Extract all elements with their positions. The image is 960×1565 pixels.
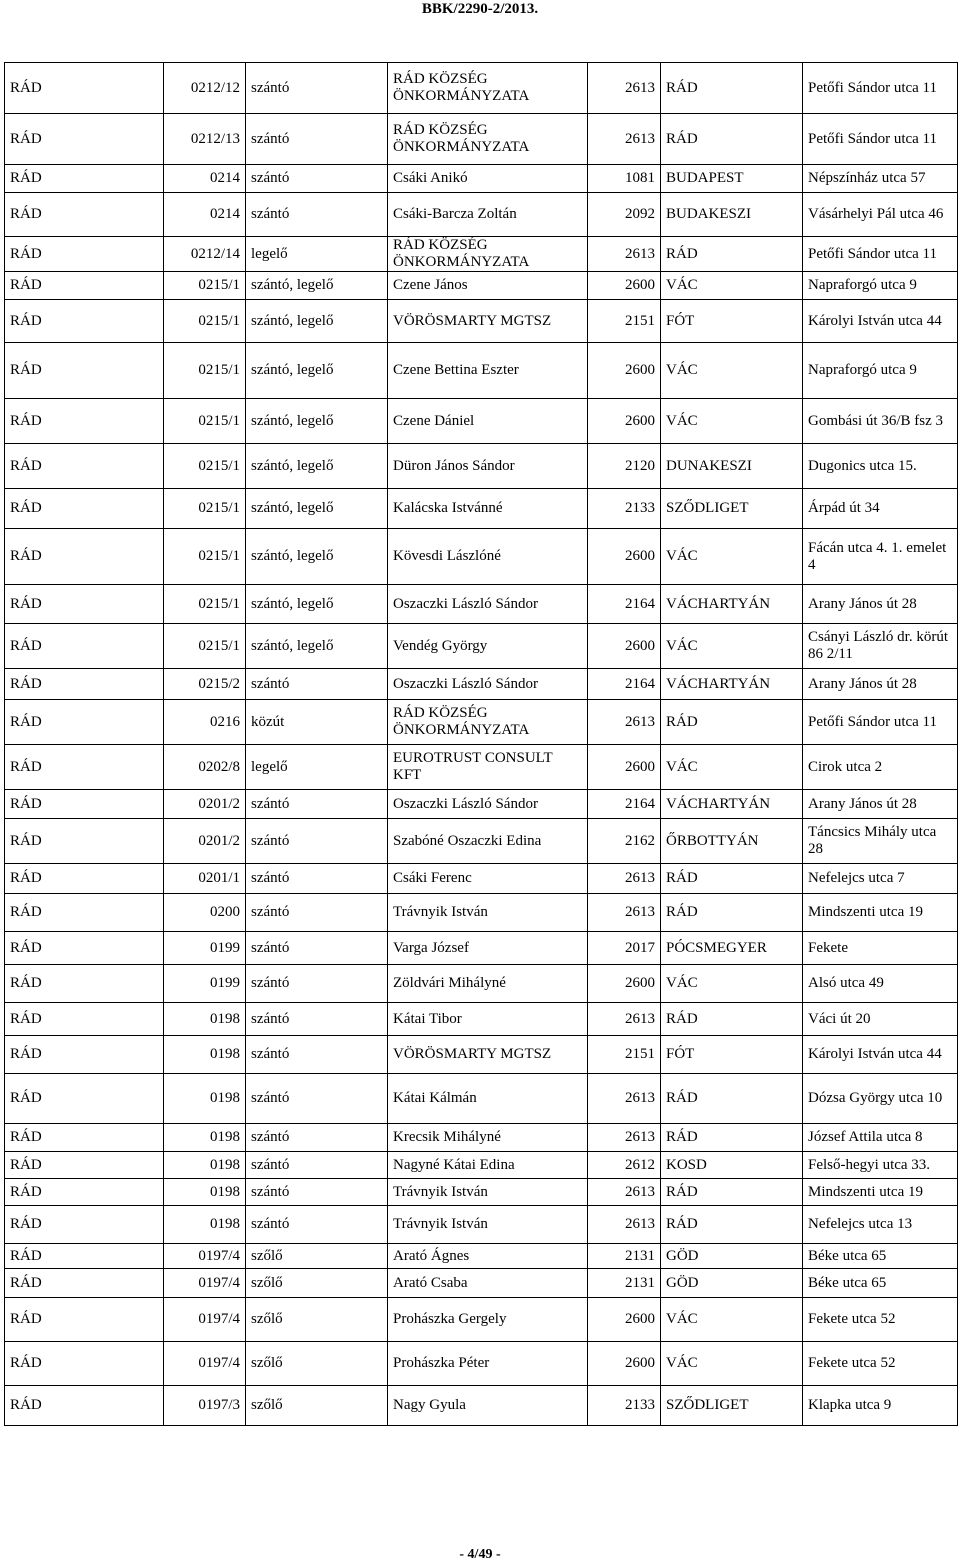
- owner-name-cell: Czene János: [388, 272, 588, 300]
- owner-city-cell: VÁC: [661, 1298, 803, 1342]
- owner-address-cell: Gombási út 36/B fsz 3: [803, 399, 958, 444]
- cultivation-type-cell: szántó: [246, 864, 388, 894]
- settlement-cell: RÁD: [5, 700, 164, 745]
- owner-address-cell: Arany János út 28: [803, 669, 958, 700]
- owner-city-cell: VÁC: [661, 343, 803, 399]
- settlement-cell: RÁD: [5, 965, 164, 1003]
- owner-name-cell: EUROTRUST CONSULT KFT: [388, 745, 588, 790]
- owner-name-cell: Csáki-Barcza Zoltán: [388, 193, 588, 237]
- postal-code-cell: 2131: [588, 1244, 661, 1269]
- owner-address-cell: Vásárhelyi Pál utca 46: [803, 193, 958, 237]
- settlement-cell: RÁD: [5, 237, 164, 272]
- parcel-number-cell: 0215/1: [164, 300, 246, 343]
- postal-code-cell: 2613: [588, 63, 661, 114]
- table-row: [5, 585, 958, 624]
- owner-city-cell: VÁC: [661, 965, 803, 1003]
- cultivation-type-cell: szőlő: [246, 1244, 388, 1269]
- cultivation-type-cell: szőlő: [246, 1342, 388, 1386]
- owner-address-cell: Béke utca 65: [803, 1269, 958, 1298]
- owner-city-cell: GÖD: [661, 1244, 803, 1269]
- cultivation-type-cell: szántó, legelő: [246, 300, 388, 343]
- settlement-cell: RÁD: [5, 489, 164, 529]
- postal-code-cell: 2600: [588, 529, 661, 585]
- table-row: [5, 272, 958, 300]
- cultivation-type-cell: szántó: [246, 1152, 388, 1179]
- postal-code-cell: 1081: [588, 165, 661, 193]
- owner-address-cell: Fekete: [803, 932, 958, 965]
- parcel-number-cell: 0215/1: [164, 585, 246, 624]
- parcel-number-cell: 0197/4: [164, 1244, 246, 1269]
- postal-code-cell: 2600: [588, 343, 661, 399]
- owner-address-cell: Táncsics Mihály utca 28: [803, 819, 958, 864]
- table-row: [5, 1036, 958, 1074]
- cultivation-type-cell: szántó, legelő: [246, 529, 388, 585]
- postal-code-cell: 2613: [588, 700, 661, 745]
- settlement-cell: RÁD: [5, 343, 164, 399]
- owner-name-cell: VÖRÖSMARTY MGTSZ: [388, 300, 588, 343]
- cultivation-type-cell: szántó: [246, 1036, 388, 1074]
- owner-name-cell: Nagyné Kátai Edina: [388, 1152, 588, 1179]
- owner-address-cell: Károlyi István utca 44: [803, 300, 958, 343]
- owner-name-cell: Trávnyik István: [388, 1206, 588, 1244]
- owner-address-cell: Klapka utca 9: [803, 1386, 958, 1426]
- parcel-number-cell: 0197/3: [164, 1386, 246, 1426]
- owner-address-cell: Nefelejcs utca 13: [803, 1206, 958, 1244]
- parcel-number-cell: 0198: [164, 1036, 246, 1074]
- table-row: [5, 1342, 958, 1386]
- settlement-cell: RÁD: [5, 669, 164, 700]
- postal-code-cell: 2164: [588, 669, 661, 700]
- owner-name-cell: Vendég György: [388, 624, 588, 669]
- parcel-number-cell: 0197/4: [164, 1298, 246, 1342]
- owner-address-cell: Fácán utca 4. 1. emelet 4: [803, 529, 958, 585]
- owner-address-cell: Népszínház utca 57: [803, 165, 958, 193]
- settlement-cell: RÁD: [5, 399, 164, 444]
- owner-city-cell: VÁC: [661, 529, 803, 585]
- owner-address-cell: Felső-hegyi utca 33.: [803, 1152, 958, 1179]
- owner-address-cell: Arany János út 28: [803, 585, 958, 624]
- owner-address-cell: Cirok utca 2: [803, 745, 958, 790]
- parcel-number-cell: 0198: [164, 1124, 246, 1152]
- parcel-number-cell: 0198: [164, 1179, 246, 1206]
- postal-code-cell: 2151: [588, 1036, 661, 1074]
- cultivation-type-cell: szántó: [246, 932, 388, 965]
- owner-name-cell: Krecsik Mihályné: [388, 1124, 588, 1152]
- postal-code-cell: 2613: [588, 894, 661, 932]
- settlement-cell: RÁD: [5, 819, 164, 864]
- owner-city-cell: RÁD: [661, 114, 803, 165]
- settlement-cell: RÁD: [5, 1342, 164, 1386]
- postal-code-cell: 2613: [588, 237, 661, 272]
- table-row: [5, 932, 958, 965]
- owner-city-cell: VÁCHARTYÁN: [661, 790, 803, 819]
- settlement-cell: RÁD: [5, 272, 164, 300]
- owner-city-cell: BUDAPEST: [661, 165, 803, 193]
- postal-code-cell: 2164: [588, 585, 661, 624]
- owner-city-cell: RÁD: [661, 1179, 803, 1206]
- parcel-number-cell: 0215/1: [164, 444, 246, 489]
- table-row: [5, 237, 958, 272]
- table-row: [5, 489, 958, 529]
- cultivation-type-cell: szántó, legelő: [246, 489, 388, 529]
- table-row: [5, 1074, 958, 1124]
- settlement-cell: RÁD: [5, 1244, 164, 1269]
- settlement-cell: RÁD: [5, 1036, 164, 1074]
- owner-address-cell: Béke utca 65: [803, 1244, 958, 1269]
- owner-city-cell: VÁC: [661, 399, 803, 444]
- table-row: [5, 965, 958, 1003]
- cultivation-type-cell: szőlő: [246, 1269, 388, 1298]
- owner-city-cell: VÁC: [661, 624, 803, 669]
- owner-name-cell: Csáki Ferenc: [388, 864, 588, 894]
- table-row: [5, 1206, 958, 1244]
- owner-name-cell: Oszaczki László Sándor: [388, 669, 588, 700]
- settlement-cell: RÁD: [5, 193, 164, 237]
- owner-city-cell: FÓT: [661, 1036, 803, 1074]
- cultivation-type-cell: szántó, legelő: [246, 624, 388, 669]
- parcel-number-cell: 0215/1: [164, 272, 246, 300]
- table-row: [5, 165, 958, 193]
- parcel-number-cell: 0212/14: [164, 237, 246, 272]
- settlement-cell: RÁD: [5, 790, 164, 819]
- owner-name-cell: Arató Csaba: [388, 1269, 588, 1298]
- cultivation-type-cell: szántó: [246, 790, 388, 819]
- page-number: - 4/49 -: [459, 1547, 501, 1562]
- postal-code-cell: 2600: [588, 965, 661, 1003]
- settlement-cell: RÁD: [5, 585, 164, 624]
- owner-city-cell: RÁD: [661, 63, 803, 114]
- table-row: [5, 864, 958, 894]
- settlement-cell: RÁD: [5, 894, 164, 932]
- owner-name-cell: Prohászka Gergely: [388, 1298, 588, 1342]
- owner-city-cell: FÓT: [661, 300, 803, 343]
- settlement-cell: RÁD: [5, 1269, 164, 1298]
- parcel-number-cell: 0214: [164, 165, 246, 193]
- table-row: [5, 529, 958, 585]
- owner-city-cell: SZŐDLIGET: [661, 1386, 803, 1426]
- owner-address-cell: Dózsa György utca 10: [803, 1074, 958, 1124]
- owner-address-cell: Károlyi István utca 44: [803, 1036, 958, 1074]
- owner-name-cell: Czene Bettina Eszter: [388, 343, 588, 399]
- parcel-number-cell: 0215/1: [164, 529, 246, 585]
- table-row: [5, 444, 958, 489]
- cultivation-type-cell: szántó: [246, 965, 388, 1003]
- cultivation-type-cell: legelő: [246, 745, 388, 790]
- owner-city-cell: PÓCSMEGYER: [661, 932, 803, 965]
- table-row: [5, 624, 958, 669]
- owner-address-cell: Petőfi Sándor utca 11: [803, 63, 958, 114]
- parcel-number-cell: 0215/1: [164, 343, 246, 399]
- owner-address-cell: Mindszenti utca 19: [803, 894, 958, 932]
- cultivation-type-cell: szántó: [246, 1074, 388, 1124]
- owner-city-cell: ŐRBOTTYÁN: [661, 819, 803, 864]
- settlement-cell: RÁD: [5, 63, 164, 114]
- postal-code-cell: 2092: [588, 193, 661, 237]
- owner-name-cell: Czene Dániel: [388, 399, 588, 444]
- cultivation-type-cell: szőlő: [246, 1386, 388, 1426]
- table-row: [5, 790, 958, 819]
- parcel-number-cell: 0199: [164, 932, 246, 965]
- table-row: [5, 1179, 958, 1206]
- settlement-cell: RÁD: [5, 1386, 164, 1426]
- parcel-number-cell: 0197/4: [164, 1269, 246, 1298]
- settlement-cell: RÁD: [5, 624, 164, 669]
- owner-address-cell: Dugonics utca 15.: [803, 444, 958, 489]
- cultivation-type-cell: szántó: [246, 819, 388, 864]
- owner-city-cell: RÁD: [661, 700, 803, 745]
- owner-city-cell: VÁC: [661, 745, 803, 790]
- owner-address-cell: Fekete utca 52: [803, 1298, 958, 1342]
- cultivation-type-cell: közút: [246, 700, 388, 745]
- postal-code-cell: 2131: [588, 1269, 661, 1298]
- parcel-number-cell: 0214: [164, 193, 246, 237]
- document-id: BBK/2290-2/2013.: [421, 1, 539, 17]
- owner-name-cell: Kövesdi Lászlóné: [388, 529, 588, 585]
- postal-code-cell: 2133: [588, 1386, 661, 1426]
- owner-name-cell: RÁD KÖZSÉG ÖNKORMÁNYZATA: [388, 700, 588, 745]
- settlement-cell: RÁD: [5, 1152, 164, 1179]
- settlement-cell: RÁD: [5, 1206, 164, 1244]
- settlement-cell: RÁD: [5, 1179, 164, 1206]
- owner-address-cell: Alsó utca 49: [803, 965, 958, 1003]
- cultivation-type-cell: szántó, legelő: [246, 272, 388, 300]
- owner-city-cell: RÁD: [661, 1003, 803, 1036]
- parcel-number-cell: 0212/13: [164, 114, 246, 165]
- cultivation-type-cell: szántó: [246, 165, 388, 193]
- settlement-cell: RÁD: [5, 745, 164, 790]
- owner-address-cell: Petőfi Sándor utca 11: [803, 700, 958, 745]
- owner-city-cell: RÁD: [661, 1206, 803, 1244]
- postal-code-cell: 2600: [588, 624, 661, 669]
- cultivation-type-cell: szántó: [246, 669, 388, 700]
- postal-code-cell: 2613: [588, 1124, 661, 1152]
- cultivation-type-cell: szántó, legelő: [246, 399, 388, 444]
- owner-city-cell: RÁD: [661, 894, 803, 932]
- owner-city-cell: RÁD: [661, 864, 803, 894]
- parcel-number-cell: 0216: [164, 700, 246, 745]
- owner-name-cell: Düron János Sándor: [388, 444, 588, 489]
- cultivation-type-cell: szántó: [246, 1179, 388, 1206]
- table-row: [5, 745, 958, 790]
- settlement-cell: RÁD: [5, 1003, 164, 1036]
- owner-city-cell: GÖD: [661, 1269, 803, 1298]
- cultivation-type-cell: szántó: [246, 1124, 388, 1152]
- owner-name-cell: Varga József: [388, 932, 588, 965]
- owner-city-cell: KOSD: [661, 1152, 803, 1179]
- postal-code-cell: 2151: [588, 300, 661, 343]
- table-row: [5, 1124, 958, 1152]
- cultivation-type-cell: szántó: [246, 193, 388, 237]
- table-row: [5, 1298, 958, 1342]
- owner-name-cell: Oszaczki László Sándor: [388, 790, 588, 819]
- postal-code-cell: 2017: [588, 932, 661, 965]
- table-row: [5, 700, 958, 745]
- parcel-number-cell: 0201/2: [164, 790, 246, 819]
- postal-code-cell: 2613: [588, 1179, 661, 1206]
- owner-name-cell: Kalácska Istvánné: [388, 489, 588, 529]
- owner-address-cell: Mindszenti utca 19: [803, 1179, 958, 1206]
- table-row: [5, 1152, 958, 1179]
- postal-code-cell: 2613: [588, 864, 661, 894]
- owner-name-cell: Arató Ágnes: [388, 1244, 588, 1269]
- owner-city-cell: VÁCHARTYÁN: [661, 669, 803, 700]
- owner-name-cell: RÁD KÖZSÉG ÖNKORMÁNYZATA: [388, 63, 588, 114]
- owner-name-cell: Szabóné Oszaczki Edina: [388, 819, 588, 864]
- settlement-cell: RÁD: [5, 864, 164, 894]
- owner-name-cell: Zöldvári Mihályné: [388, 965, 588, 1003]
- owner-city-cell: BUDAKESZI: [661, 193, 803, 237]
- cultivation-type-cell: szántó: [246, 1206, 388, 1244]
- postal-code-cell: 2613: [588, 1206, 661, 1244]
- cultivation-type-cell: szántó: [246, 63, 388, 114]
- settlement-cell: RÁD: [5, 529, 164, 585]
- parcel-number-cell: 0200: [164, 894, 246, 932]
- table-row: [5, 343, 958, 399]
- owner-address-cell: József Attila utca 8: [803, 1124, 958, 1152]
- parcel-number-cell: 0215/1: [164, 489, 246, 529]
- postal-code-cell: 2613: [588, 1074, 661, 1124]
- owner-address-cell: Csányi László dr. körút 86 2/11: [803, 624, 958, 669]
- owner-name-cell: Csáki Anikó: [388, 165, 588, 193]
- owner-city-cell: RÁD: [661, 1124, 803, 1152]
- owner-address-cell: Fekete utca 52: [803, 1342, 958, 1386]
- postal-code-cell: 2600: [588, 399, 661, 444]
- table-row: [5, 894, 958, 932]
- owner-name-cell: Oszaczki László Sándor: [388, 585, 588, 624]
- owner-address-cell: Nefelejcs utca 7: [803, 864, 958, 894]
- owner-name-cell: Trávnyik István: [388, 1179, 588, 1206]
- settlement-cell: RÁD: [5, 1074, 164, 1124]
- table-row: [5, 1386, 958, 1426]
- cultivation-type-cell: szántó: [246, 114, 388, 165]
- owner-city-cell: SZŐDLIGET: [661, 489, 803, 529]
- settlement-cell: RÁD: [5, 300, 164, 343]
- table-row: [5, 300, 958, 343]
- cultivation-type-cell: szántó, legelő: [246, 585, 388, 624]
- owner-address-cell: Napraforgó utca 9: [803, 272, 958, 300]
- owner-address-cell: Petőfi Sándor utca 11: [803, 114, 958, 165]
- postal-code-cell: 2600: [588, 1298, 661, 1342]
- parcel-number-cell: 0198: [164, 1003, 246, 1036]
- owner-name-cell: Trávnyik István: [388, 894, 588, 932]
- postal-code-cell: 2613: [588, 114, 661, 165]
- parcel-number-cell: 0215/1: [164, 624, 246, 669]
- table-row: [5, 399, 958, 444]
- parcel-number-cell: 0198: [164, 1206, 246, 1244]
- owner-name-cell: Kátai Tibor: [388, 1003, 588, 1036]
- owner-name-cell: Nagy Gyula: [388, 1386, 588, 1426]
- cultivation-type-cell: szőlő: [246, 1298, 388, 1342]
- parcel-number-cell: 0199: [164, 965, 246, 1003]
- postal-code-cell: 2120: [588, 444, 661, 489]
- cultivation-type-cell: szántó: [246, 1003, 388, 1036]
- owner-address-cell: Arany János út 28: [803, 790, 958, 819]
- table-row: [5, 819, 958, 864]
- parcel-owner-table: [4, 62, 958, 1426]
- postal-code-cell: 2600: [588, 272, 661, 300]
- settlement-cell: RÁD: [5, 444, 164, 489]
- table-row: [5, 1269, 958, 1298]
- cultivation-type-cell: szántó, legelő: [246, 444, 388, 489]
- owner-name-cell: RÁD KÖZSÉG ÖNKORMÁNYZATA: [388, 114, 588, 165]
- owner-address-cell: Árpád út 34: [803, 489, 958, 529]
- postal-code-cell: 2612: [588, 1152, 661, 1179]
- postal-code-cell: 2600: [588, 1342, 661, 1386]
- owner-city-cell: DUNAKESZI: [661, 444, 803, 489]
- owner-city-cell: RÁD: [661, 1074, 803, 1124]
- owner-city-cell: RÁD: [661, 237, 803, 272]
- settlement-cell: RÁD: [5, 165, 164, 193]
- cultivation-type-cell: szántó, legelő: [246, 343, 388, 399]
- owner-city-cell: VÁC: [661, 272, 803, 300]
- settlement-cell: RÁD: [5, 1124, 164, 1152]
- postal-code-cell: 2162: [588, 819, 661, 864]
- table-row: [5, 114, 958, 165]
- table-row: [5, 63, 958, 114]
- settlement-cell: RÁD: [5, 932, 164, 965]
- owner-city-cell: VÁCHARTYÁN: [661, 585, 803, 624]
- parcel-number-cell: 0212/12: [164, 63, 246, 114]
- parcel-number-cell: 0202/8: [164, 745, 246, 790]
- parcel-number-cell: 0198: [164, 1152, 246, 1179]
- parcel-number-cell: 0215/2: [164, 669, 246, 700]
- owner-name-cell: Kátai Kálmán: [388, 1074, 588, 1124]
- owner-address-cell: Váci út 20: [803, 1003, 958, 1036]
- owner-name-cell: Prohászka Péter: [388, 1342, 588, 1386]
- table-row: [5, 1003, 958, 1036]
- postal-code-cell: 2613: [588, 1003, 661, 1036]
- parcel-number-cell: 0198: [164, 1074, 246, 1124]
- cultivation-type-cell: szántó: [246, 894, 388, 932]
- cultivation-type-cell: legelő: [246, 237, 388, 272]
- postal-code-cell: 2600: [588, 745, 661, 790]
- parcel-number-cell: 0201/1: [164, 864, 246, 894]
- owner-name-cell: RÁD KÖZSÉG ÖNKORMÁNYZATA: [388, 237, 588, 272]
- owner-name-cell: VÖRÖSMARTY MGTSZ: [388, 1036, 588, 1074]
- parcel-number-cell: 0201/2: [164, 819, 246, 864]
- postal-code-cell: 2133: [588, 489, 661, 529]
- owner-city-cell: VÁC: [661, 1342, 803, 1386]
- table-row: [5, 193, 958, 237]
- parcel-number-cell: 0197/4: [164, 1342, 246, 1386]
- parcel-number-cell: 0215/1: [164, 399, 246, 444]
- postal-code-cell: 2164: [588, 790, 661, 819]
- owner-address-cell: Napraforgó utca 9: [803, 343, 958, 399]
- settlement-cell: RÁD: [5, 1298, 164, 1342]
- owner-address-cell: Petőfi Sándor utca 11: [803, 237, 958, 272]
- table-row: [5, 669, 958, 700]
- table-row: [5, 1244, 958, 1269]
- settlement-cell: RÁD: [5, 114, 164, 165]
